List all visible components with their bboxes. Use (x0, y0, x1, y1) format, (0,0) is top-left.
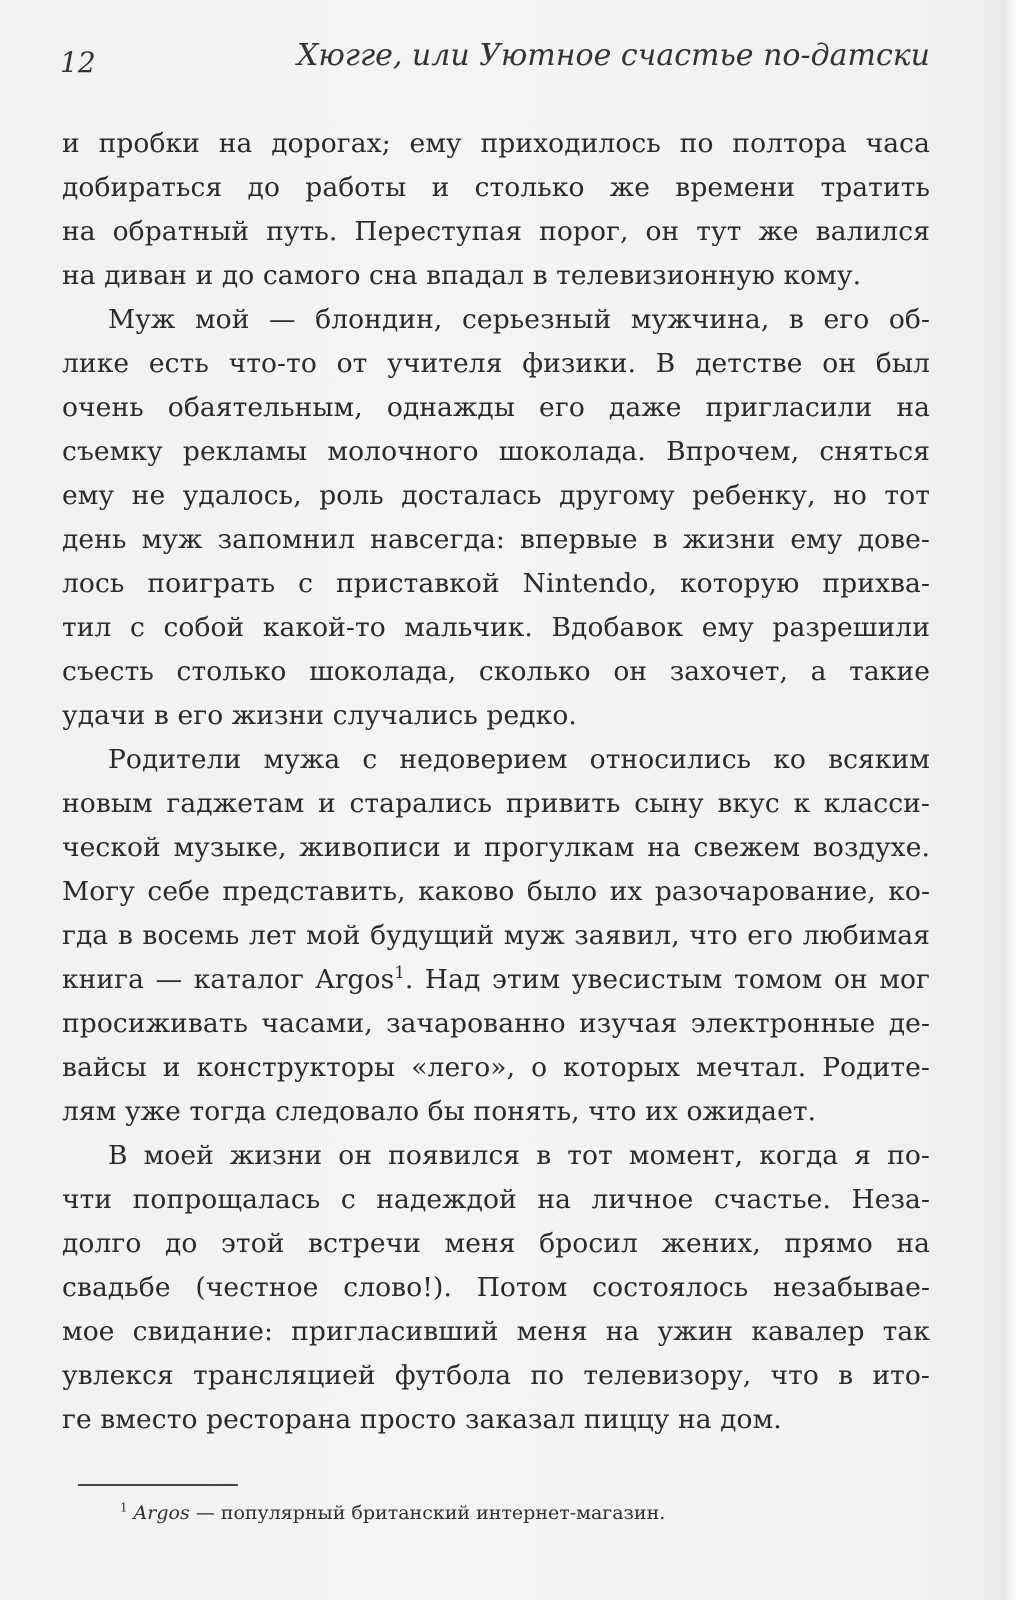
text-line: и пробки на дорогах; ему приходилось по полтора часа (62, 128, 930, 159)
text-line: вайсы и конструкторы «лего», о которых мечтал. Родите- (62, 1052, 930, 1083)
text-segment: книга — каталог Argos (62, 964, 395, 995)
text-line: увлекся трансляцией футбола по телевизору, что в ито- (62, 1360, 930, 1391)
text-line: тил с собой какой-то мальчик. Вдобавок ему разрешили (62, 612, 930, 643)
running-title: Хюгге, или Уютное счастье по-датски (297, 38, 930, 73)
text-line: Могу себе представить, каково было их разочарование, ко- (62, 876, 930, 907)
text-line: очень обаятельным, однажды его даже пригласили на (62, 392, 930, 423)
text-line: добираться до работы и столько же времени тратить (62, 172, 930, 203)
text-line-with-footnote (62, 958, 930, 1002)
text-line: просиживать часами, зачарованно изучая электронные де- (62, 1008, 930, 1039)
text-line: лось поиграть с приставкой Nintendo, которую прихва- (62, 568, 930, 599)
text-line: свадьбе (честное слово!). Потом состоялось незабывае- (62, 1272, 930, 1303)
text-line: лике есть что-то от учителя физики. В детстве он был (62, 348, 930, 379)
text-segment: . Над этим увесистым томом он мог (404, 964, 930, 995)
text-line: мое свидание: пригласивший меня на ужин кавалер так (62, 1316, 930, 1347)
text-line: съемку рекламы молочного шоколада. Впрочем, сняться (62, 436, 930, 467)
text-line: ческой музыке, живописи и прогулкам на свежем воздухе. (62, 832, 930, 863)
footnote-reference: 1 (394, 963, 405, 983)
running-head (60, 38, 930, 88)
text-line: В моей жизни он появился в тот момент, когда я по- (108, 1140, 930, 1171)
text-line: Муж мой — блондин, серьезный мужчина, в его об- (108, 304, 930, 335)
footnote-text: — популярный британский интернет-магазин. (189, 1502, 666, 1524)
footnote-mark: 1 (120, 1500, 128, 1515)
page-number: 12 (60, 46, 96, 79)
page-edge (1002, 0, 1016, 1600)
text-line: съесть столько шоколада, сколько он захочет, а такие (62, 656, 930, 687)
footnote-term: Argos (133, 1502, 190, 1524)
body-text (62, 122, 930, 1442)
text-line: ему не удалось, роль досталась другому ребенку, но тот (62, 480, 930, 511)
footnote (120, 1500, 665, 1526)
text-line: удачи в его жизни случались редко. (62, 700, 577, 731)
text-line: на диван и до самого сна впадал в телевизионную кому. (62, 260, 862, 291)
text-line: день муж запомнил навсегда: впервые в жизни ему дове- (62, 524, 930, 555)
text-line: новым гаджетам и старались привить сыну вкус к класси- (62, 788, 930, 819)
text-line: на обратный путь. Переступая порог, он тут же валился (62, 216, 930, 247)
text-line: чти попрощалась с надеждой на личное счастье. Неза- (62, 1184, 930, 1215)
text-line: лям уже тогда следовало бы понять, что их ожидает. (62, 1096, 817, 1127)
text-line: долго до этой встречи меня бросил жених, прямо на (62, 1228, 930, 1259)
text-line: Родители мужа с недоверием относились ко всяким (108, 744, 930, 775)
text-line: ге вместо ресторана просто заказал пиццу на дом. (62, 1404, 782, 1435)
text-line: гда в восемь лет мой будущий муж заявил, что его любимая (62, 920, 930, 951)
footnote-divider (78, 1484, 238, 1486)
